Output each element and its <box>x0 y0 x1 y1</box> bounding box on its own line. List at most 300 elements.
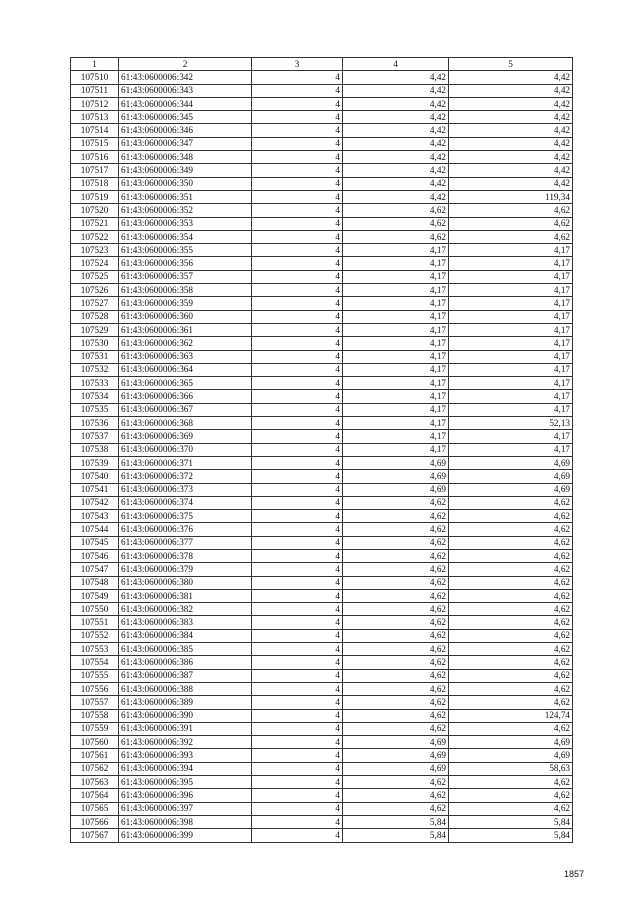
table-cell-col-2: 61:43:0600006:368 <box>119 417 252 430</box>
table-row <box>71 762 573 775</box>
table-row <box>71 430 573 443</box>
table-row <box>71 310 573 323</box>
table-cell-col-3: 4 <box>252 829 343 842</box>
table-row <box>71 363 573 376</box>
table-cell-col-5: 4,42 <box>449 124 573 137</box>
table-cell-col-3: 4 <box>252 403 343 416</box>
table-cell-col-2: 61:43:0600006:397 <box>119 802 252 815</box>
table-cell-col-2: 61:43:0600006:395 <box>119 776 252 789</box>
table-cell-col-5: 4,17 <box>449 257 573 270</box>
header-row <box>71 58 573 71</box>
table-cell-col-5: 4,17 <box>449 350 573 363</box>
table-row <box>71 71 573 84</box>
table-cell-col-1: 107533 <box>71 377 119 390</box>
table-cell-col-2: 61:43:0600006:356 <box>119 257 252 270</box>
table-cell-col-5: 4,17 <box>449 377 573 390</box>
table-cell-col-1: 107515 <box>71 137 119 150</box>
table-row <box>71 736 573 749</box>
table-cell-col-4: 4,69 <box>343 736 449 749</box>
table-cell-col-5: 4,17 <box>449 443 573 456</box>
table-cell-col-3: 4 <box>252 111 343 124</box>
table-cell-col-4: 4,17 <box>343 284 449 297</box>
table-cell-col-5: 4,17 <box>449 390 573 403</box>
table-cell-col-1: 107555 <box>71 669 119 682</box>
table-cell-col-5: 4,62 <box>449 510 573 523</box>
table-cell-col-3: 4 <box>252 337 343 350</box>
table-cell-col-2: 61:43:0600006:387 <box>119 669 252 682</box>
table-cell-col-2: 61:43:0600006:354 <box>119 230 252 243</box>
table-row <box>71 377 573 390</box>
table-cell-col-4: 4,42 <box>343 124 449 137</box>
table-cell-col-4: 4,62 <box>343 523 449 536</box>
table-cell-col-2: 61:43:0600006:361 <box>119 323 252 336</box>
table-cell-col-4: 4,62 <box>343 696 449 709</box>
table-cell-col-3: 4 <box>252 230 343 243</box>
table-row <box>71 390 573 403</box>
table-cell-col-3: 4 <box>252 523 343 536</box>
table-cell-col-3: 4 <box>252 97 343 110</box>
table-cell-col-4: 4,62 <box>343 616 449 629</box>
table-cell-col-2: 61:43:0600006:373 <box>119 483 252 496</box>
table-row <box>71 589 573 602</box>
table-cell-col-1: 107529 <box>71 323 119 336</box>
table-row <box>71 603 573 616</box>
table-row <box>71 802 573 815</box>
table-cell-col-4: 4,17 <box>343 297 449 310</box>
table-cell-col-2: 61:43:0600006:393 <box>119 749 252 762</box>
table-row <box>71 177 573 190</box>
table-cell-col-2: 61:43:0600006:369 <box>119 430 252 443</box>
table-cell-col-3: 4 <box>252 124 343 137</box>
table-cell-col-5: 4,17 <box>449 403 573 416</box>
table-cell-col-2: 61:43:0600006:384 <box>119 629 252 642</box>
table-cell-col-2: 61:43:0600006:349 <box>119 164 252 177</box>
table-cell-col-1: 107534 <box>71 390 119 403</box>
column-header-5: 5 <box>449 58 573 71</box>
table-cell-col-3: 4 <box>252 443 343 456</box>
table-cell-col-3: 4 <box>252 722 343 735</box>
table-cell-col-3: 4 <box>252 84 343 97</box>
table-cell-col-1: 107522 <box>71 230 119 243</box>
table-cell-col-2: 61:43:0600006:379 <box>119 563 252 576</box>
table-cell-col-4: 4,62 <box>343 776 449 789</box>
table-cell-col-2: 61:43:0600006:389 <box>119 696 252 709</box>
column-header-4: 4 <box>343 58 449 71</box>
table-row <box>71 549 573 562</box>
table-row <box>71 323 573 336</box>
table-cell-col-4: 4,62 <box>343 217 449 230</box>
table-cell-col-4: 4,62 <box>343 669 449 682</box>
table-row <box>71 217 573 230</box>
table-cell-col-3: 4 <box>252 603 343 616</box>
table-cell-col-5: 58,63 <box>449 762 573 775</box>
table-cell-col-1: 107564 <box>71 789 119 802</box>
table-cell-col-5: 5,84 <box>449 815 573 828</box>
table-row <box>71 829 573 842</box>
table-cell-col-5: 4,42 <box>449 137 573 150</box>
table-cell-col-1: 107540 <box>71 470 119 483</box>
table-cell-col-4: 4,62 <box>343 549 449 562</box>
table-cell-col-1: 107535 <box>71 403 119 416</box>
table-cell-col-4: 4,17 <box>343 244 449 257</box>
table-cell-col-1: 107527 <box>71 297 119 310</box>
table-cell-col-1: 107563 <box>71 776 119 789</box>
table-cell-col-3: 4 <box>252 270 343 283</box>
table-cell-col-2: 61:43:0600006:353 <box>119 217 252 230</box>
table-cell-col-5: 4,17 <box>449 297 573 310</box>
table-cell-col-3: 4 <box>252 71 343 84</box>
table-row <box>71 417 573 430</box>
table-cell-col-3: 4 <box>252 669 343 682</box>
table-cell-col-3: 4 <box>252 576 343 589</box>
table-row <box>71 151 573 164</box>
table-cell-col-4: 4,62 <box>343 496 449 509</box>
table-cell-col-5: 4,42 <box>449 84 573 97</box>
table-cell-col-4: 5,84 <box>343 815 449 828</box>
table-cell-col-1: 107557 <box>71 696 119 709</box>
table-cell-col-5: 4,62 <box>449 616 573 629</box>
table-row <box>71 496 573 509</box>
table-row <box>71 403 573 416</box>
table-cell-col-2: 61:43:0600006:383 <box>119 616 252 629</box>
table-cell-col-1: 107566 <box>71 815 119 828</box>
table-row <box>71 510 573 523</box>
table-cell-col-5: 4,62 <box>449 603 573 616</box>
table-cell-col-2: 61:43:0600006:357 <box>119 270 252 283</box>
table-cell-col-5: 4,62 <box>449 536 573 549</box>
table-cell-col-1: 107547 <box>71 563 119 576</box>
table-row <box>71 789 573 802</box>
table-cell-col-3: 4 <box>252 696 343 709</box>
table-cell-col-5: 4,62 <box>449 722 573 735</box>
table-cell-col-5: 4,62 <box>449 523 573 536</box>
table-row <box>71 776 573 789</box>
table-cell-col-4: 4,69 <box>343 470 449 483</box>
table-cell-col-4: 4,62 <box>343 802 449 815</box>
table-cell-col-3: 4 <box>252 643 343 656</box>
table-cell-col-1: 107549 <box>71 589 119 602</box>
table-cell-col-3: 4 <box>252 430 343 443</box>
table-cell-col-5: 4,62 <box>449 496 573 509</box>
table-row <box>71 270 573 283</box>
table-row <box>71 749 573 762</box>
table-row <box>71 230 573 243</box>
table-cell-col-3: 4 <box>252 815 343 828</box>
table-cell-col-4: 4,17 <box>343 323 449 336</box>
table-row <box>71 204 573 217</box>
table-row <box>71 576 573 589</box>
table-row <box>71 84 573 97</box>
table-cell-col-4: 4,42 <box>343 177 449 190</box>
table-cell-col-1: 107524 <box>71 257 119 270</box>
table-cell-col-2: 61:43:0600006:342 <box>119 71 252 84</box>
page-number: 1857 <box>563 869 584 879</box>
table-cell-col-1: 107530 <box>71 337 119 350</box>
table-cell-col-4: 4,42 <box>343 111 449 124</box>
table-row <box>71 284 573 297</box>
table-cell-col-1: 107514 <box>71 124 119 137</box>
table-cell-col-5: 4,62 <box>449 776 573 789</box>
table-cell-col-3: 4 <box>252 589 343 602</box>
table-cell-col-3: 4 <box>252 137 343 150</box>
table-cell-col-1: 107546 <box>71 549 119 562</box>
table-cell-col-2: 61:43:0600006:348 <box>119 151 252 164</box>
table-cell-col-3: 4 <box>252 456 343 469</box>
table-cell-col-4: 4,62 <box>343 563 449 576</box>
table-cell-col-5: 4,69 <box>449 456 573 469</box>
table-cell-col-2: 61:43:0600006:399 <box>119 829 252 842</box>
table-row <box>71 709 573 722</box>
table-cell-col-1: 107518 <box>71 177 119 190</box>
table-cell-col-5: 4,62 <box>449 563 573 576</box>
table-cell-col-2: 61:43:0600006:385 <box>119 643 252 656</box>
table-cell-col-4: 4,69 <box>343 483 449 496</box>
table-cell-col-5: 4,17 <box>449 363 573 376</box>
table-row <box>71 470 573 483</box>
table-cell-col-1: 107532 <box>71 363 119 376</box>
table-cell-col-1: 107561 <box>71 749 119 762</box>
table-row <box>71 523 573 536</box>
table-cell-col-2: 61:43:0600006:392 <box>119 736 252 749</box>
table-cell-col-5: 4,17 <box>449 430 573 443</box>
table-cell-col-2: 61:43:0600006:372 <box>119 470 252 483</box>
table-cell-col-5: 4,62 <box>449 217 573 230</box>
table-row <box>71 244 573 257</box>
table-cell-col-2: 61:43:0600006:343 <box>119 84 252 97</box>
table-row <box>71 536 573 549</box>
table-cell-col-5: 4,62 <box>449 656 573 669</box>
table-cell-col-3: 4 <box>252 204 343 217</box>
table-cell-col-1: 107525 <box>71 270 119 283</box>
table-cell-col-5: 4,17 <box>449 284 573 297</box>
table-cell-col-5: 4,42 <box>449 71 573 84</box>
table-cell-col-2: 61:43:0600006:360 <box>119 310 252 323</box>
table-cell-col-4: 4,17 <box>343 377 449 390</box>
table-cell-col-2: 61:43:0600006:367 <box>119 403 252 416</box>
table-cell-col-2: 61:43:0600006:386 <box>119 656 252 669</box>
table-cell-col-5: 4,42 <box>449 151 573 164</box>
table-cell-col-4: 4,69 <box>343 456 449 469</box>
table-cell-col-3: 4 <box>252 417 343 430</box>
table-cell-col-4: 4,62 <box>343 576 449 589</box>
table-row <box>71 656 573 669</box>
table-cell-col-3: 4 <box>252 776 343 789</box>
table-cell-col-5: 5,84 <box>449 829 573 842</box>
table-cell-col-4: 4,62 <box>343 230 449 243</box>
table-row <box>71 456 573 469</box>
table-cell-col-1: 107552 <box>71 629 119 642</box>
table-cell-col-2: 61:43:0600006:381 <box>119 589 252 602</box>
table-cell-col-1: 107510 <box>71 71 119 84</box>
table-cell-col-1: 107541 <box>71 483 119 496</box>
table-cell-col-1: 107554 <box>71 656 119 669</box>
table-row <box>71 815 573 828</box>
table-cell-col-2: 61:43:0600006:355 <box>119 244 252 257</box>
table-cell-col-3: 4 <box>252 390 343 403</box>
table-cell-col-1: 107538 <box>71 443 119 456</box>
table-cell-col-4: 4,42 <box>343 97 449 110</box>
table-cell-col-1: 107512 <box>71 97 119 110</box>
table-row <box>71 111 573 124</box>
table-cell-col-4: 4,62 <box>343 536 449 549</box>
table-cell-col-2: 61:43:0600006:345 <box>119 111 252 124</box>
table-cell-col-3: 4 <box>252 629 343 642</box>
table-row <box>71 297 573 310</box>
table-cell-col-4: 4,17 <box>343 337 449 350</box>
table-cell-col-5: 4,42 <box>449 111 573 124</box>
table-cell-col-3: 4 <box>252 656 343 669</box>
table-cell-col-4: 4,62 <box>343 629 449 642</box>
table-cell-col-2: 61:43:0600006:377 <box>119 536 252 549</box>
table-cell-col-1: 107539 <box>71 456 119 469</box>
table-cell-col-2: 61:43:0600006:352 <box>119 204 252 217</box>
table-cell-col-5: 4,17 <box>449 244 573 257</box>
data-table <box>70 57 573 843</box>
table-cell-col-1: 107519 <box>71 190 119 203</box>
column-header-1: 1 <box>71 58 119 71</box>
table-cell-col-3: 4 <box>252 563 343 576</box>
table-cell-col-2: 61:43:0600006:396 <box>119 789 252 802</box>
table-cell-col-3: 4 <box>252 177 343 190</box>
table-cell-col-3: 4 <box>252 377 343 390</box>
table-row <box>71 190 573 203</box>
table-cell-col-2: 61:43:0600006:370 <box>119 443 252 456</box>
table-cell-col-2: 61:43:0600006:351 <box>119 190 252 203</box>
table-cell-col-3: 4 <box>252 789 343 802</box>
table-cell-col-5: 4,62 <box>449 576 573 589</box>
table-cell-col-1: 107562 <box>71 762 119 775</box>
table-cell-col-1: 107544 <box>71 523 119 536</box>
table-row <box>71 483 573 496</box>
table-cell-col-4: 4,62 <box>343 589 449 602</box>
table-cell-col-5: 4,17 <box>449 337 573 350</box>
table-cell-col-4: 4,17 <box>343 310 449 323</box>
table-cell-col-1: 107553 <box>71 643 119 656</box>
table-cell-col-4: 4,62 <box>343 656 449 669</box>
table-cell-col-5: 4,62 <box>449 204 573 217</box>
table-cell-col-4: 4,17 <box>343 443 449 456</box>
table-row <box>71 669 573 682</box>
table-cell-col-1: 107521 <box>71 217 119 230</box>
table-cell-col-1: 107526 <box>71 284 119 297</box>
table-cell-col-4: 5,84 <box>343 829 449 842</box>
table-cell-col-2: 61:43:0600006:347 <box>119 137 252 150</box>
table-cell-col-1: 107565 <box>71 802 119 815</box>
table-cell-col-1: 107556 <box>71 682 119 695</box>
table-cell-col-2: 61:43:0600006:362 <box>119 337 252 350</box>
table-cell-col-1: 107560 <box>71 736 119 749</box>
table-cell-col-1: 107558 <box>71 709 119 722</box>
table-cell-col-5: 4,17 <box>449 323 573 336</box>
table-cell-col-2: 61:43:0600006:359 <box>119 297 252 310</box>
table-cell-col-4: 4,17 <box>343 390 449 403</box>
table-cell-col-2: 61:43:0600006:390 <box>119 709 252 722</box>
table-cell-col-1: 107545 <box>71 536 119 549</box>
table-cell-col-5: 4,62 <box>449 629 573 642</box>
table-row <box>71 722 573 735</box>
table-cell-col-1: 107523 <box>71 244 119 257</box>
table-row <box>71 629 573 642</box>
table-cell-col-3: 4 <box>252 802 343 815</box>
table-cell-col-4: 4,42 <box>343 137 449 150</box>
table-cell-col-3: 4 <box>252 190 343 203</box>
table-cell-col-3: 4 <box>252 363 343 376</box>
table-cell-col-3: 4 <box>252 217 343 230</box>
table-cell-col-4: 4,17 <box>343 417 449 430</box>
table-cell-col-5: 4,42 <box>449 177 573 190</box>
table-cell-col-2: 61:43:0600006:358 <box>119 284 252 297</box>
table-row <box>71 616 573 629</box>
table-cell-col-3: 4 <box>252 151 343 164</box>
table-cell-col-5: 4,69 <box>449 483 573 496</box>
table-cell-col-5: 119,34 <box>449 190 573 203</box>
table-cell-col-4: 4,42 <box>343 84 449 97</box>
table-cell-col-4: 4,42 <box>343 190 449 203</box>
table-cell-col-4: 4,17 <box>343 363 449 376</box>
table-row <box>71 164 573 177</box>
table-cell-col-5: 4,62 <box>449 589 573 602</box>
table-row <box>71 97 573 110</box>
table-row <box>71 257 573 270</box>
table-cell-col-4: 4,62 <box>343 789 449 802</box>
table-cell-col-2: 61:43:0600006:350 <box>119 177 252 190</box>
table-row <box>71 682 573 695</box>
table-row <box>71 124 573 137</box>
table-cell-col-1: 107531 <box>71 350 119 363</box>
table-row <box>71 337 573 350</box>
table-cell-col-3: 4 <box>252 762 343 775</box>
table-body <box>71 71 573 842</box>
table-cell-col-5: 4,62 <box>449 669 573 682</box>
table-cell-col-3: 4 <box>252 164 343 177</box>
table-cell-col-1: 107543 <box>71 510 119 523</box>
table-cell-col-1: 107550 <box>71 603 119 616</box>
table-cell-col-4: 4,62 <box>343 709 449 722</box>
column-header-2: 2 <box>119 58 252 71</box>
table-cell-col-5: 4,17 <box>449 310 573 323</box>
table-cell-col-5: 4,62 <box>449 696 573 709</box>
table-cell-col-3: 4 <box>252 496 343 509</box>
table-cell-col-3: 4 <box>252 257 343 270</box>
table-cell-col-2: 61:43:0600006:374 <box>119 496 252 509</box>
table-cell-col-4: 4,17 <box>343 257 449 270</box>
table-cell-col-2: 61:43:0600006:388 <box>119 682 252 695</box>
table-cell-col-1: 107559 <box>71 722 119 735</box>
table-cell-col-3: 4 <box>252 549 343 562</box>
table-cell-col-2: 61:43:0600006:344 <box>119 97 252 110</box>
table-row <box>71 696 573 709</box>
table-cell-col-5: 4,62 <box>449 549 573 562</box>
table-cell-col-3: 4 <box>252 284 343 297</box>
table-cell-col-1: 107548 <box>71 576 119 589</box>
table-cell-col-2: 61:43:0600006:365 <box>119 377 252 390</box>
table-cell-col-3: 4 <box>252 709 343 722</box>
table-cell-col-4: 4,17 <box>343 403 449 416</box>
table-cell-col-5: 4,62 <box>449 682 573 695</box>
table-cell-col-5: 4,62 <box>449 802 573 815</box>
table-cell-col-5: 124,74 <box>449 709 573 722</box>
table-cell-col-2: 61:43:0600006:364 <box>119 363 252 376</box>
table-cell-col-3: 4 <box>252 310 343 323</box>
table-cell-col-3: 4 <box>252 483 343 496</box>
table-cell-col-3: 4 <box>252 350 343 363</box>
table-cell-col-2: 61:43:0600006:380 <box>119 576 252 589</box>
table-cell-col-5: 52,13 <box>449 417 573 430</box>
table-cell-col-4: 4,17 <box>343 350 449 363</box>
table-cell-col-4: 4,17 <box>343 430 449 443</box>
table-cell-col-2: 61:43:0600006:375 <box>119 510 252 523</box>
table-cell-col-5: 4,17 <box>449 270 573 283</box>
